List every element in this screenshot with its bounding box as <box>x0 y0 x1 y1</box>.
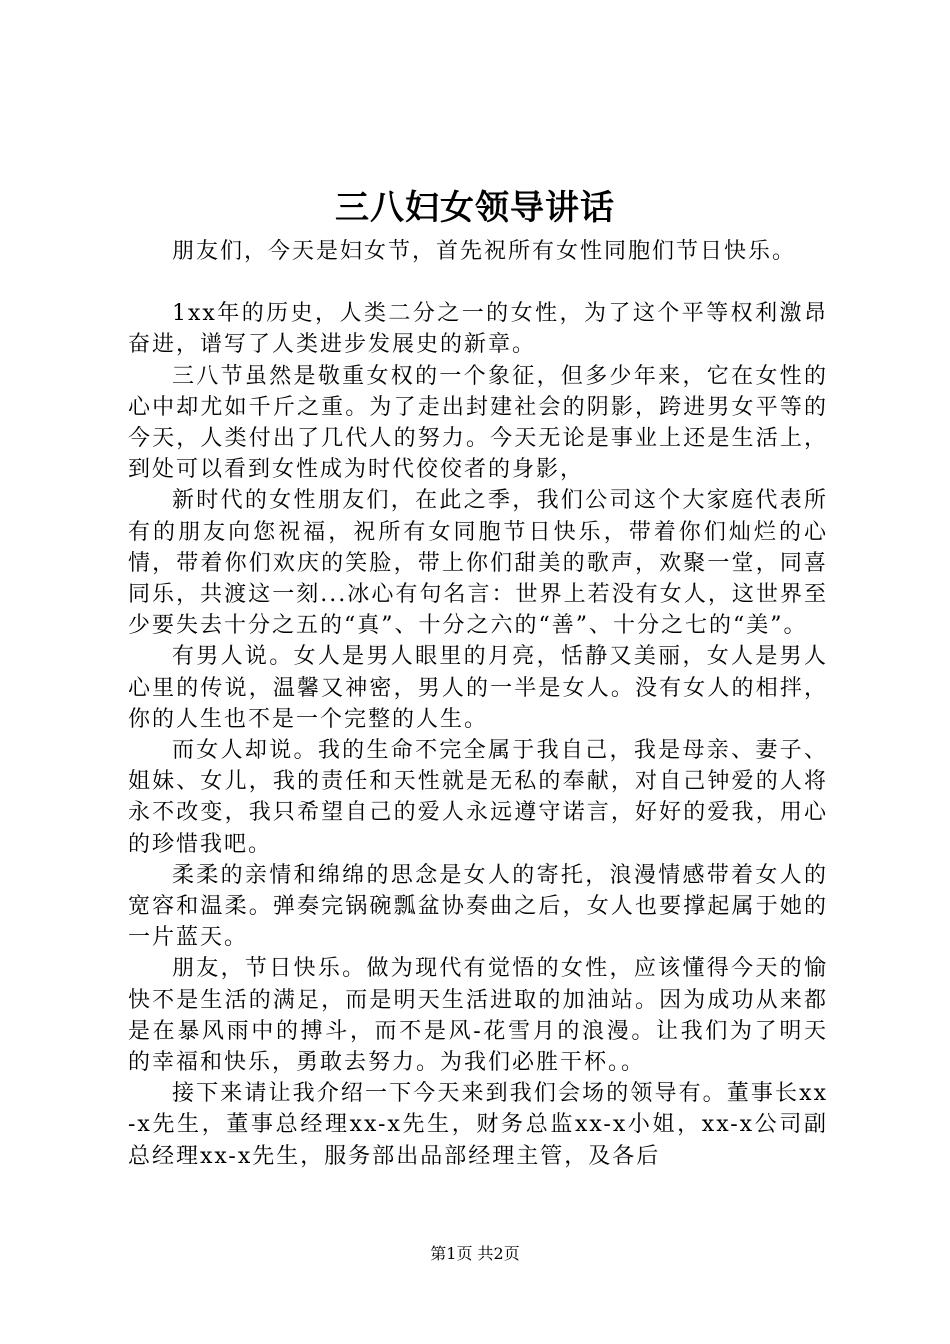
document-title: 三八妇女领导讲话 <box>335 188 615 228</box>
paragraph-introductions: 接下来请让我介绍一下今天来到我们会场的领导有。董事长xx-x先生，董事总经理xx-x先生，财务总监xx-x小姐，xx-x公司副总经理xx-x先生，服务部出品部经理主管，及各后 <box>128 1081 828 1169</box>
paragraph-tenderness: 柔柔的亲情和绵绵的思念是女人的寄托，浪漫情感带着女人的宽容和温柔。弹奏完锅碗瓢盆协奏曲之后，女人也要撑起属于她的一片蓝天。 <box>128 862 828 951</box>
paragraph-history: 1xx年的历史，人类二分之一的女性，为了这个平等权利激昂奋进，谱写了人类进步发展史的新章。 <box>128 301 828 358</box>
paragraph-women-say: 而女人却说。我的生命不完全属于我自己，我是母亲、妻子、姐妹、女儿，我的责任和天性就是无私的奉献，对自己钟爱的人将永不改变，我只希望自己的爱人永远遵守诺言，好好的爱我，用心的珍惜我吧。 <box>128 738 828 857</box>
page-number-footer: 第1页 共2页 <box>430 1244 520 1263</box>
paragraph-greeting: 朋友们，今天是妇女节，首先祝所有女性同胞们节日快乐。 <box>172 239 797 264</box>
paragraph-toast: 朋友，节日快乐。做为现代有觉悟的女性，应该懂得今天的愉快不是生活的满足，而是明天生活进取的加油站。因为成功从来都是在暴风雨中的搏斗，而不是风-花雪月的浪漫。让我们为了明天的幸福和快乐，勇敢去努力。为我们必胜干杯。。 <box>128 956 828 1076</box>
paragraph-blessing: 新时代的女性朋友们，在此之季，我们公司这个大家庭代表所有的朋友向您祝福，祝所有女同胞节日快乐，带着你们灿烂的心情，带着你们欢庆的笑脸，带上你们甜美的歌声，欢聚一堂，同喜同乐，共渡这一刻...冰心有句名言：世界上若没有女人，这世界至少要失去十分之五的“真”、十分之六的“善”、十分之七的“美”。 <box>128 488 828 639</box>
paragraph-men-say: 有男人说。女人是男人眼里的月亮，恬静又美丽，女人是男人心里的传说，温馨又神密，男人的一半是女人。没有女人的相拌，你的人生也不是一个完整的人生。 <box>128 644 828 732</box>
paragraph-womens-day: 三八节虽然是敬重女权的一个象征，但多少年来，它在女性的心中却尤如千斤之重。为了走出封建社会的阴影，跨进男女平等的今天，人类付出了几代人的努力。今天无论是事业上还是生活上，到处可以看到女性成为时代佼佼者的身影， <box>128 363 828 483</box>
document-body <box>128 236 828 1172</box>
